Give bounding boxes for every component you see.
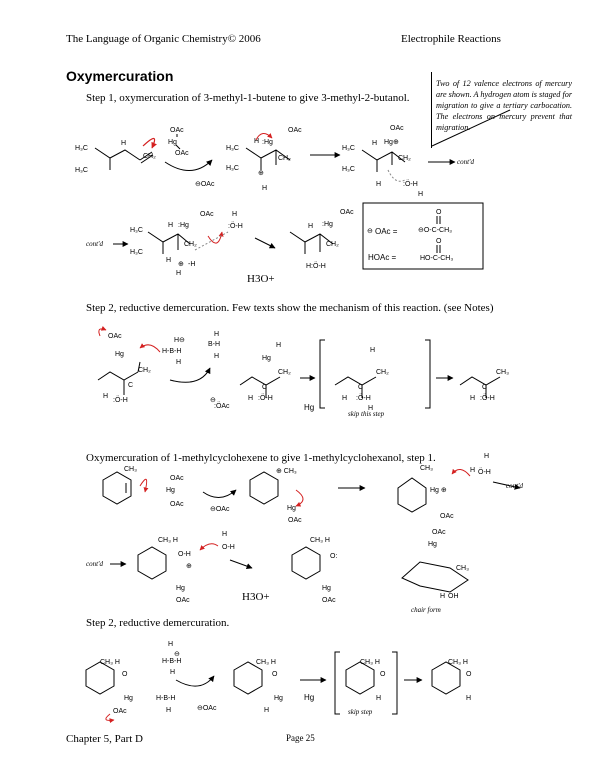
- svg-text:H₃C: H₃C: [75, 167, 88, 174]
- svg-text:⊕: ⊕: [186, 563, 192, 570]
- svg-text:OAc: OAc: [170, 501, 184, 508]
- svg-text:O-H: O-H: [178, 551, 191, 558]
- svg-text:CH₃: CH₃: [420, 465, 433, 472]
- svg-text:OAc: OAc: [340, 209, 354, 216]
- svg-text:⊖OAc: ⊖OAc: [210, 506, 230, 513]
- svg-text:OAc: OAc: [432, 529, 446, 536]
- svg-text:⊕: ⊕: [178, 261, 184, 268]
- svg-text::Hg: :Hg: [262, 139, 273, 146]
- hoac-eq: HOAc =: [368, 253, 397, 262]
- svg-text::Ö-H: :Ö-H: [356, 395, 371, 402]
- svg-text:OH: OH: [448, 593, 459, 600]
- svg-text:Hg: Hg: [115, 351, 124, 358]
- svg-text:H: H: [372, 140, 378, 147]
- side-note: Two of 12 valence electrons of mercury are shown. A hydrogen atom is staged for migration to give a tertiary carbocation. The electrons on mercury prevent that migration.: [436, 79, 573, 132]
- svg-text:H: H: [232, 211, 238, 218]
- svg-text::Ö-H: :Ö-H: [113, 397, 128, 404]
- svg-text:Hg ⊕: Hg ⊕: [430, 487, 447, 494]
- section-title: Oxymercuration: [66, 68, 174, 84]
- svg-text:CH₃: CH₃: [124, 466, 137, 473]
- svg-text:O: O: [436, 238, 442, 245]
- svg-text:O: O: [122, 671, 128, 678]
- footer-left: Chapter 5, Part D: [66, 733, 143, 745]
- svg-text::Hg: :Hg: [322, 221, 333, 228]
- svg-text::Hg: :Hg: [178, 222, 189, 229]
- svg-text:H: H: [214, 331, 220, 338]
- svg-text:CH₂: CH₂: [278, 155, 291, 162]
- svg-text:H: H: [264, 707, 270, 714]
- svg-text:H: H: [368, 405, 374, 412]
- svg-text:CH₃ H: CH₃ H: [256, 659, 276, 666]
- svg-text:⊖OAc: ⊖OAc: [197, 705, 217, 712]
- svg-text::Ö-H: :Ö-H: [228, 223, 243, 230]
- contd-label-1: cont'd: [457, 158, 475, 166]
- arrow-red-1: [143, 138, 155, 148]
- svg-text:H: H: [418, 191, 424, 198]
- svg-text:H: H: [470, 467, 476, 474]
- svg-text:⊕: ⊕: [258, 170, 264, 177]
- svg-text:⊖: ⊖: [174, 651, 180, 658]
- svg-text:OAc: OAc: [170, 475, 184, 482]
- svg-text:CH₃ H: CH₃ H: [158, 537, 178, 544]
- svg-text:CH₃ H: CH₃ H: [310, 537, 330, 544]
- svg-text:⊕ CH₃: ⊕ CH₃: [276, 468, 297, 475]
- svg-text:CH₂: CH₂: [278, 369, 291, 376]
- svg-text:H: H: [170, 669, 176, 676]
- svg-text:H₃C: H₃C: [130, 227, 143, 234]
- svg-text:H: H: [222, 531, 228, 538]
- skip-this-step: skip this step: [348, 410, 385, 418]
- svg-text:O: O: [272, 671, 278, 678]
- svg-text:⊖: ⊖: [210, 397, 216, 404]
- oxy2-text: Oxymercuration of 1-methylcyclohexene to give 1-methylcyclohexanol, step 1.: [86, 452, 436, 464]
- svg-text:CH₃: CH₃: [496, 369, 509, 376]
- svg-text:H-B-H: H-B-H: [156, 695, 176, 702]
- svg-text:H: H: [440, 593, 446, 600]
- svg-text:Ö-H: Ö-H: [478, 469, 491, 476]
- svg-text:OAc: OAc: [200, 211, 214, 218]
- svg-text:H-B-H: H-B-H: [162, 658, 182, 665]
- svg-text:C: C: [128, 382, 134, 389]
- svg-text:O: O: [436, 209, 442, 216]
- contd-label-4: cont'd: [86, 560, 104, 568]
- svg-text:H: H: [484, 453, 490, 460]
- svg-text:HO-C-CH₃: HO-C-CH₃: [420, 255, 454, 262]
- svg-text:H: H: [308, 223, 314, 230]
- svg-text:H₃C: H₃C: [226, 145, 239, 152]
- svg-text:Hg⊕: Hg⊕: [384, 139, 399, 146]
- svg-text:Hg: Hg: [322, 585, 331, 592]
- svg-text:H: H: [276, 342, 282, 349]
- skip-step: skip step: [348, 708, 373, 716]
- svg-text:⊖OAc: ⊖OAc: [195, 181, 215, 188]
- contd-label-2: cont'd: [86, 240, 104, 248]
- svg-text:Hg: Hg: [176, 585, 185, 592]
- svg-text:H:Ö-H: H:Ö-H: [306, 263, 326, 270]
- svg-text:OAc: OAc: [176, 597, 190, 604]
- svg-text:Hg: Hg: [166, 487, 175, 494]
- oac-eq: OAc =: [375, 227, 398, 236]
- svg-text:CH₂: CH₂: [138, 367, 151, 374]
- svg-text:Hg: Hg: [168, 139, 177, 146]
- svg-text:Hg: Hg: [304, 403, 315, 412]
- svg-text:CH₂: CH₂: [398, 155, 411, 162]
- svg-text:O-H: O-H: [222, 544, 235, 551]
- svg-text::Ö-H: :Ö-H: [480, 395, 495, 402]
- svg-text:Hg: Hg: [274, 695, 283, 702]
- svg-text:Hg: Hg: [304, 693, 315, 702]
- svg-text:CH₂: CH₂: [326, 241, 339, 248]
- svg-text:Hg: Hg: [287, 505, 296, 512]
- svg-text:H: H: [176, 270, 182, 277]
- svg-text:H: H: [103, 393, 109, 400]
- svg-text:H₃C: H₃C: [342, 145, 355, 152]
- svg-text:OAc: OAc: [288, 127, 302, 134]
- svg-text:H₃C: H₃C: [342, 166, 355, 173]
- note-pointer: [432, 110, 510, 146]
- svg-text:⊖: ⊖: [367, 228, 373, 235]
- svg-text:OAc: OAc: [390, 125, 404, 132]
- svg-text:OAc: OAc: [440, 513, 454, 520]
- contd-label-3: cont'd: [506, 482, 524, 490]
- svg-text:H: H: [254, 138, 260, 145]
- svg-text:O: O: [466, 671, 472, 678]
- svg-text::Ö-H: :Ö-H: [403, 181, 418, 188]
- svg-text:H₃C: H₃C: [75, 145, 88, 152]
- header-left: The Language of Organic Chemistry© 2006: [66, 33, 261, 45]
- svg-text:H: H: [176, 359, 182, 366]
- svg-text:B-H: B-H: [208, 341, 221, 348]
- svg-text:H: H: [166, 257, 172, 264]
- svg-text:O:: O:: [330, 553, 338, 560]
- svg-text:CH₂: CH₂: [143, 153, 156, 160]
- svg-text:⊖O-C-CH₃: ⊖O-C-CH₃: [418, 227, 452, 234]
- svg-text:H: H: [376, 181, 382, 188]
- chair-form: chair form: [411, 606, 441, 614]
- svg-text:CH₃ H: CH₃ H: [360, 659, 380, 666]
- svg-text:CH₂: CH₂: [376, 369, 389, 376]
- svg-text:OAc: OAc: [108, 333, 122, 340]
- svg-text::ÖAc: :ÖAc: [214, 403, 230, 410]
- svg-text:OAc: OAc: [170, 127, 184, 134]
- svg-text:H: H: [376, 695, 382, 702]
- svg-text:-H: -H: [188, 261, 196, 268]
- svg-text:H₃C: H₃C: [130, 249, 143, 256]
- svg-text:C: C: [262, 384, 268, 391]
- svg-text:H: H: [470, 395, 476, 402]
- svg-text:H: H: [248, 395, 254, 402]
- svg-text:OAc: OAc: [288, 517, 302, 524]
- svg-text:H: H: [214, 353, 220, 360]
- reaction-arrow-1: [165, 160, 212, 171]
- svg-text:CH₃ H: CH₃ H: [100, 659, 120, 666]
- svg-text:OAc: OAc: [113, 708, 127, 715]
- svg-text:CH₃ H: CH₃ H: [448, 659, 468, 666]
- svg-text:C: C: [482, 384, 488, 391]
- svg-text:CH₂: CH₂: [184, 241, 197, 248]
- svg-text:Hg: Hg: [428, 541, 437, 548]
- svg-text:H: H: [168, 222, 174, 229]
- step1-text: Step 1, oxymercuration of 3-methyl-1-butene to give 3-methyl-2-butanol.: [86, 92, 410, 104]
- step2-text: Step 2, reductive demercuration. Few texts show the mechanism of this reaction. (see Notes): [86, 302, 494, 314]
- svg-text:H: H: [262, 185, 268, 192]
- svg-text:O: O: [380, 671, 386, 678]
- svg-text:H⊖: H⊖: [174, 337, 185, 344]
- step2b-text: Step 2, reductive demercuration.: [86, 617, 230, 629]
- svg-text:H: H: [342, 395, 348, 402]
- h3o-plus-1: H3O+: [247, 273, 275, 285]
- svg-text:H-B-H: H-B-H: [162, 348, 182, 355]
- svg-text:OAc: OAc: [322, 597, 336, 604]
- svg-text:Hg: Hg: [262, 355, 271, 362]
- footer-center: Page 25: [286, 733, 315, 743]
- svg-text:CH₃: CH₃: [456, 565, 469, 572]
- svg-text:H: H: [168, 641, 174, 648]
- svg-text:H: H: [166, 707, 172, 714]
- svg-text:Hg: Hg: [124, 695, 133, 702]
- svg-text:OAc: OAc: [175, 150, 189, 157]
- svg-text:H: H: [121, 140, 127, 147]
- svg-text:H: H: [466, 695, 472, 702]
- svg-text:H: H: [370, 347, 376, 354]
- header-right: Electrophile Reactions: [401, 33, 501, 45]
- svg-text:C: C: [358, 384, 364, 391]
- svg-text::Ö-H: :Ö-H: [258, 395, 273, 402]
- svg-text:H₃C: H₃C: [226, 165, 239, 172]
- h3o-plus-2: H3O+: [242, 591, 270, 603]
